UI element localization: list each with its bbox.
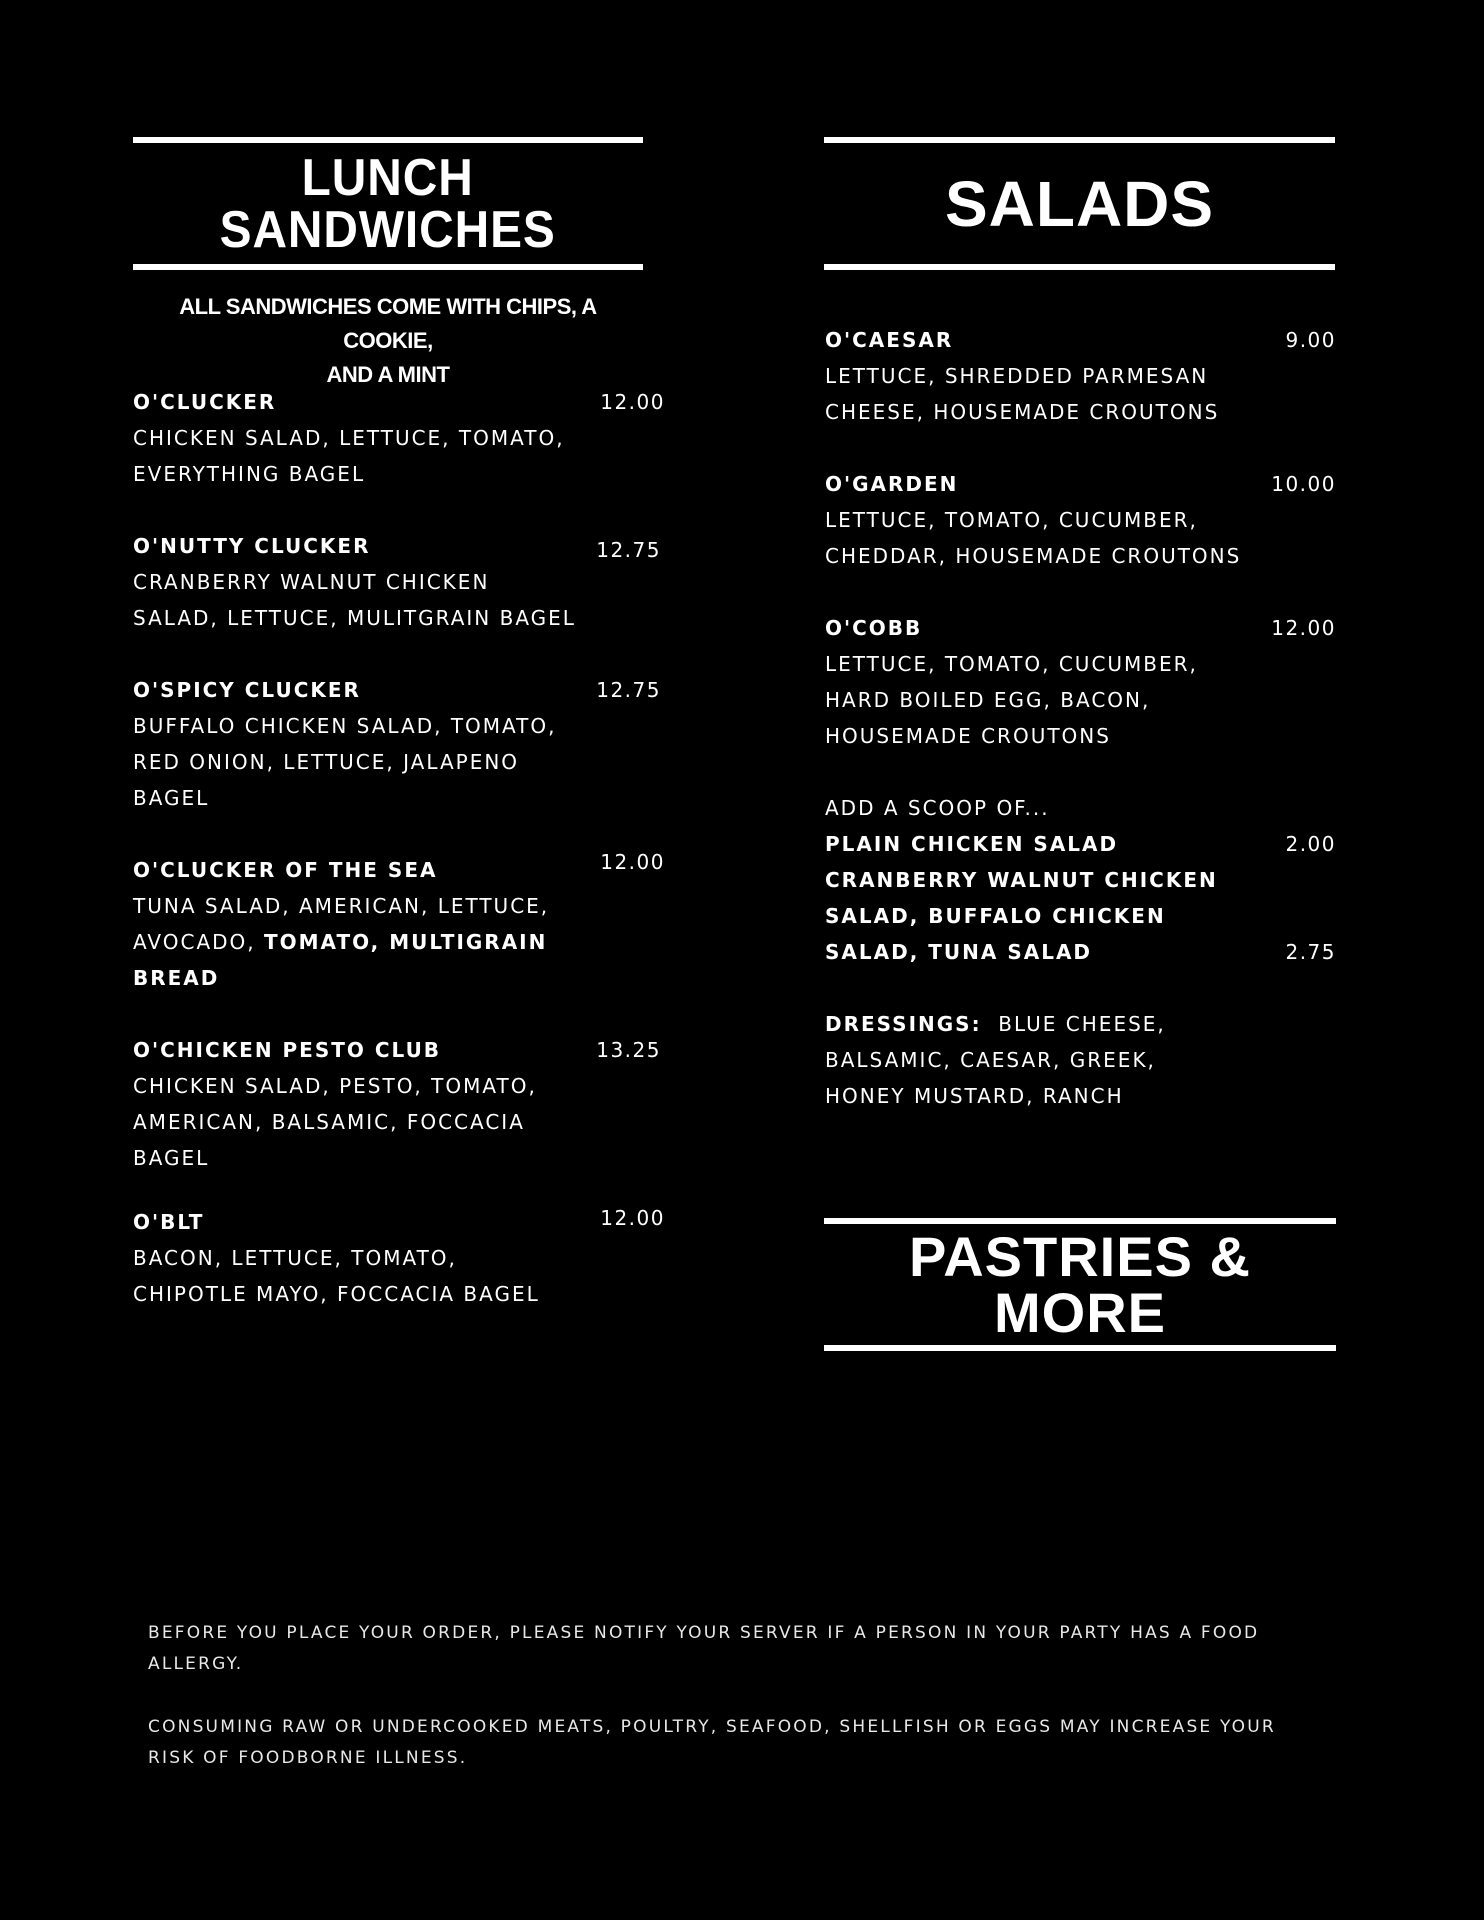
item-name: O'BLT [133, 1210, 205, 1234]
item-price: 12.00 [1271, 616, 1336, 640]
item-price: 13.25 [596, 1038, 661, 1062]
sandwich-list [133, 384, 665, 1348]
item-name: O'CLUCKER [133, 390, 277, 414]
item-description: LETTUCE, TOMATO, CUCUMBER, HARD BOILED EGG, BACON, HOUSEMADE CROUTONS [825, 652, 1198, 748]
item-name: O'CAESAR [825, 328, 954, 352]
item-description-normal: TUNA SALAD, AMERICAN, LETTUCE, AVOCADO, [133, 894, 550, 954]
item-price: 9.00 [1285, 328, 1336, 352]
salads-title: SALADS [944, 167, 1215, 240]
addon-option-price: 2.00 [1285, 832, 1336, 856]
item-description: LETTUCE, TOMATO, CUCUMBER, CHEDDAR, HOUSEMADE CROUTONS [825, 508, 1242, 568]
sandwich-subtitle [133, 290, 643, 392]
salad-item [825, 610, 1336, 754]
sandwich-item [133, 1204, 665, 1312]
pastries-title: PASTRIES & MORE [909, 1224, 1251, 1344]
lunch-title-line1: LUNCH [301, 148, 475, 207]
footer-notices [148, 1618, 1328, 1806]
item-description: BACON, LETTUCE, TOMATO, CHIPOTLE MAYO, FOCCACIA BAGEL [133, 1246, 540, 1306]
item-description [133, 888, 578, 996]
sandwich-item [133, 672, 665, 816]
item-price: 12.75 [596, 678, 661, 702]
lunch-title-line2: SANDWICHES [219, 200, 557, 259]
lunch-sandwiches-header [133, 137, 643, 270]
allergy-notice: BEFORE YOU PLACE YOUR ORDER, PLEASE NOTIFY YOUR SERVER IF A PERSON IN YOUR PARTY HAS A FOOD ALLERGY. [148, 1623, 1260, 1674]
salad-list [825, 322, 1336, 1114]
item-price: 10.00 [1271, 472, 1336, 496]
addon-option-name: CRANBERRY WALNUT CHICKEN SALAD, BUFFALO CHICKEN SALAD, TUNA SALAD [825, 868, 1218, 964]
addon-intro: ADD A SCOOP OF... [825, 796, 1050, 820]
item-name: O'CLUCKER OF THE SEA [133, 858, 438, 882]
sandwich-item [133, 384, 665, 492]
dressings-list: BLUE CHEESE, BALSAMIC, CAESAR, GREEK, HONEY MUSTARD, RANCH [825, 1012, 1166, 1108]
item-name: O'COBB [825, 616, 923, 640]
item-name: O'SPICY CLUCKER [133, 678, 361, 702]
item-description-bold: TOMATO, MULTIGRAIN BREAD [133, 930, 548, 990]
item-description: CHICKEN SALAD, PESTO, TOMATO, AMERICAN, BALSAMIC, FOCCACIA BAGEL [133, 1074, 537, 1170]
item-name: O'GARDEN [825, 472, 959, 496]
item-description: CRANBERRY WALNUT CHICKEN SALAD, LETTUCE, MULITGRAIN BAGEL [133, 570, 576, 630]
salad-item [825, 466, 1336, 574]
addon-option [825, 826, 1336, 862]
addon-option-name: PLAIN CHICKEN SALAD [825, 832, 1119, 856]
item-description: LETTUCE, SHREDDED PARMESAN CHEESE, HOUSEMADE CROUTONS [825, 364, 1220, 424]
item-price: 12.00 [600, 390, 665, 414]
item-price: 12.75 [596, 538, 661, 562]
raw-food-notice: CONSUMING RAW OR UNDERCOOKED MEATS, POULTRY, SEAFOOD, SHELLFISH OR EGGS MAY INCREASE YOUR RISK OF FOODBORNE ILLNESS. [148, 1717, 1276, 1768]
pastries-header [824, 1218, 1336, 1351]
item-description: CHICKEN SALAD, LETTUCE, TOMATO, EVERYTHING BAGEL [133, 426, 565, 486]
dressings [825, 1006, 1205, 1114]
subtitle-line2: AND A MINT [326, 362, 450, 387]
sandwich-item [133, 1032, 665, 1176]
addon-option-price: 2.75 [1285, 940, 1336, 964]
addon-block [825, 790, 1336, 970]
subtitle-line1: ALL SANDWICHES COME WITH CHIPS, A COOKIE, [179, 294, 597, 353]
dressings-label: DRESSINGS: [825, 1012, 982, 1036]
sandwich-item [133, 528, 665, 636]
lunch-sandwiches-title [219, 148, 557, 259]
item-price: 12.00 [600, 1206, 665, 1230]
sandwich-item [133, 852, 665, 996]
item-name: O'CHICKEN PESTO CLUB [133, 1038, 442, 1062]
item-name: O'NUTTY CLUCKER [133, 534, 371, 558]
addon-option [825, 862, 1336, 970]
item-price: 12.00 [600, 850, 665, 874]
salad-item [825, 322, 1336, 430]
item-description: BUFFALO CHICKEN SALAD, TOMATO, RED ONION, LETTUCE, JALAPENO BAGEL [133, 714, 557, 810]
salads-header [824, 137, 1335, 270]
